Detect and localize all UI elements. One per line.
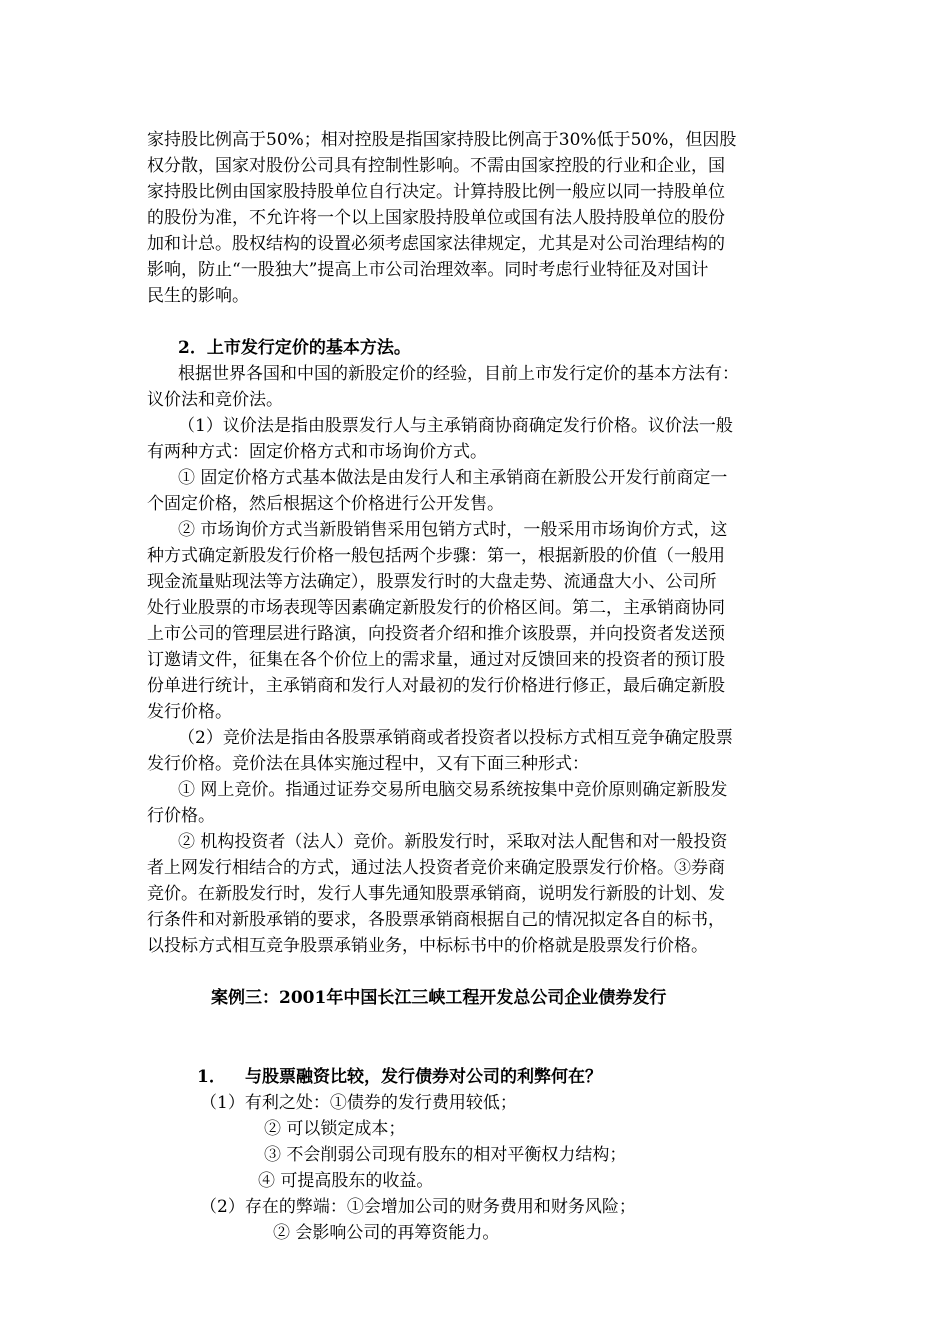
disadvantages-label: （2）存在的弊端：①会增加公司的财务费用和财务风险； [200,1197,636,1217]
list-item: ② 可以锁定成本； [264,1119,406,1139]
text-line: （2）竞价法是指由各股票承销商或者投资者以投标方式相互竞争确定股票 [178,728,733,748]
text-line: 的股份为准，不允许将一个以上国家股持股单位或国有法人股持股单位的股份 [147,208,725,228]
section-heading: 2．上市发行定价的基本方法。 [178,338,411,358]
list-item: ② 会影响公司的再筹资能力。 [273,1223,500,1243]
text-line: 以投标方式相互竞争股票承销业务，中标标书中的价格就是股票发行价格。 [147,936,708,956]
text-line: 订邀请文件，征集在各个价位上的需求量，通过对反馈回来的投资者的预订股 [147,650,725,670]
text-line: 行价格。 [147,806,215,826]
list-item: ④ 可提高股东的收益。 [258,1171,434,1191]
text-line: 种方式确定新股发行价格一般包括两个步骤：第一，根据新股的价值（一般用 [147,546,725,566]
text-line: 者上网发行相结合的方式，通过法人投资者竞价来确定股票发行价格。③券商 [147,858,725,878]
text-line: 议价法和竞价法。 [147,390,283,410]
text-line: 上市公司的管理层进行路演，向投资者介绍和推介该股票，并向投资者发送预 [147,624,725,644]
text-line: ② 机构投资者（法人）竞价。新股发行时，采取对法人配售和对一般投资 [178,832,728,852]
text-line: 竞价。在新股发行时，发行人事先通知股票承销商，说明发行新股的计划、发 [147,884,725,904]
text-line: 家持股比例高于50%；相对控股是指国家持股比例高于30%低于50%，但因股 [147,130,737,150]
advantages-label: （1）有利之处：①债券的发行费用较低； [200,1093,517,1113]
text-line: 行条件和对新股承销的要求，各股票承销商根据自己的情况拟定各自的标书， [147,910,725,930]
list-item: ③ 不会削弱公司现有股东的相对平衡权力结构； [264,1145,627,1165]
text-line: 处行业股票的市场表现等因素确定新股发行的价格区间。第二，主承销商协同 [147,598,725,618]
text-line: 权分散，国家对股份公司具有控制性影响。不需由国家控股的行业和企业，国 [147,156,725,176]
question-number: 1． [197,1067,226,1087]
case-title: 案例三：2001年中国长江三峡工程开发总公司企业债券发行 [211,988,667,1008]
text-line: ① 固定价格方式基本做法是由发行人和主承销商在新股公开发行前商定一 [178,468,728,488]
text-line: 加和计总。股权结构的设置必须考虑国家法律规定，尤其是对公司治理结构的 [147,234,725,254]
text-line: 现金流量贴现法等方法确定），股票发行时的大盘走势、流通盘大小、公司所 [147,572,717,592]
text-line: （1）议价法是指由股票发行人与主承销商协商确定发行价格。议价法一般 [178,416,733,436]
text-line: 家持股比例由国家股持股单位自行决定。计算持股比例一般应以同一持股单位 [147,182,725,202]
text-line: 发行价格。 [147,702,232,722]
text-line: ① 网上竞价。指通过证券交易所电脑交易系统按集中竞价原则确定新股发 [178,780,728,800]
text-line: 影响，防止“一股独大”提高上市公司治理效率。同时考虑行业特征及对国计 [147,260,709,280]
text-line: ② 市场询价方式当新股销售采用包销方式时，一般采用市场询价方式，这 [178,520,728,540]
text-line: 份单进行统计，主承销商和发行人对最初的发行价格进行修正，最后确定新股 [147,676,725,696]
text-line: 发行价格。竞价法在具体实施过程中，又有下面三种形式： [147,754,589,774]
text-line: 有两种方式：固定价格方式和市场询价方式。 [147,442,487,462]
text-line: 民生的影响。 [147,286,249,306]
text-line: 根据世界各国和中国的新股定价的经验，目前上市发行定价的基本方法有： [178,364,739,384]
text-line: 个固定价格，然后根据这个价格进行公开发售。 [147,494,504,514]
question-text: 与股票融资比较，发行债券对公司的利弊何在？ [245,1067,602,1087]
